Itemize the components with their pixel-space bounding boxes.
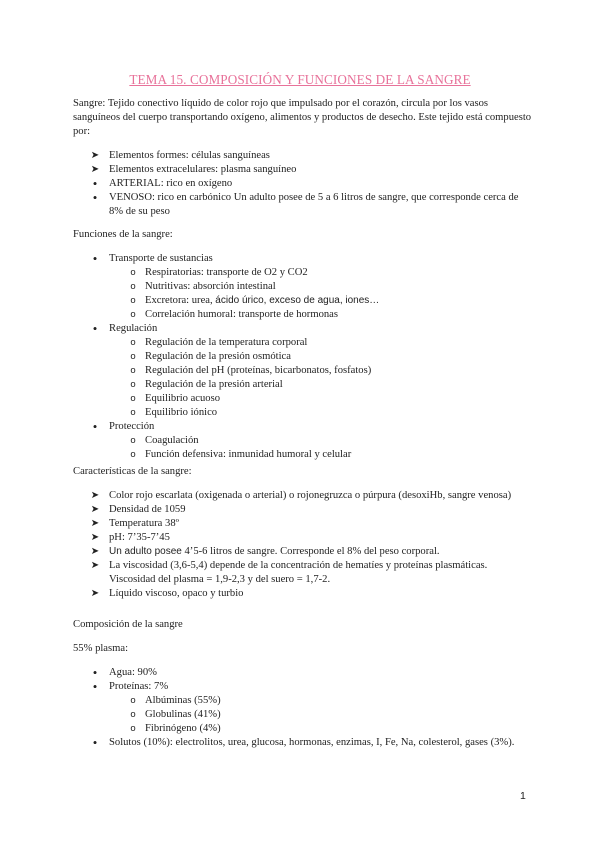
sub-list-item: o Correlación humoral: transporte de hormonas: [73, 308, 533, 322]
circle-bullet-icon: o: [130, 449, 136, 460]
sub-list-item: o Equilibrio iónico: [73, 406, 533, 420]
list-item: ➤ Temperatura 38º: [73, 517, 533, 531]
caracteristicas-section: [73, 465, 533, 601]
sub-list-item: o Coagulación: [73, 434, 533, 448]
list-item: ➤ Elementos formes: células sanguíneas: [73, 149, 533, 163]
sub-list-item: o Albúminas (55%): [73, 694, 533, 708]
circle-bullet-icon: o: [130, 351, 136, 362]
sub-list-item: o Regulación de la presión osmótica: [73, 350, 533, 364]
composition-list: [73, 149, 533, 219]
plasma-heading: 55% plasma:: [73, 643, 129, 654]
circle-bullet-icon: o: [130, 295, 136, 306]
arrow-bullet-icon: ➤: [90, 150, 100, 161]
caracteristicas-heading: Características de la sangre:: [73, 466, 192, 477]
circle-bullet-icon: o: [130, 435, 136, 446]
bullet-icon: •: [92, 679, 98, 694]
sub-list-item: o Regulación del pH (proteínas, bicarbonatos, fosfatos): [73, 364, 533, 378]
list-item: ➤ Densidad de 1059: [73, 503, 533, 517]
arrow-bullet-icon: ➤: [90, 518, 100, 529]
arrow-bullet-icon: ➤: [90, 560, 100, 571]
list-item: ➤ Un adulto posee 4’5-6 litros de sangre. Corresponde el 8% del peso corporal.: [73, 545, 533, 559]
composicion-heading: Composición de la sangre: [73, 619, 183, 630]
circle-bullet-icon: o: [130, 723, 136, 734]
bullet-icon: •: [92, 251, 98, 266]
list-item: • VENOSO: rico en carbónico Un adulto posee de 5 a 6 litros de sangre, que corresponde cerca de 8% de su peso: [73, 191, 533, 219]
list-item: • Transporte de sustancias: [73, 252, 533, 266]
sub-list-item: o Globulinas (41%): [73, 708, 533, 722]
circle-bullet-icon: o: [130, 393, 136, 404]
arrow-bullet-icon: ➤: [90, 532, 100, 543]
bullet-icon: •: [92, 665, 98, 680]
page-number: 1: [520, 790, 526, 802]
bullet-icon: •: [92, 735, 98, 750]
list-item: • ARTERIAL: rico en oxígeno: [73, 177, 533, 191]
sub-list-item: o Función defensiva: inmunidad humoral y celular: [73, 448, 533, 462]
caracteristicas-list: [73, 489, 533, 601]
sub-list-item: o Regulación de la temperatura corporal: [73, 336, 533, 350]
arrow-bullet-icon: ➤: [90, 490, 100, 501]
list-item: • Solutos (10%): electrolitos, urea, glucosa, hormonas, enzimas, I, Fe, Na, colesterol, gases (3%).: [73, 736, 533, 750]
circle-bullet-icon: o: [130, 365, 136, 376]
list-item: ➤ Elementos extracelulares: plasma sanguíneo: [73, 163, 533, 177]
circle-bullet-icon: o: [130, 267, 136, 278]
bullet-icon: •: [92, 190, 98, 205]
arrow-bullet-icon: ➤: [90, 546, 100, 557]
intro-section: [73, 97, 533, 219]
bullet-icon: •: [92, 176, 98, 191]
circle-bullet-icon: o: [130, 407, 136, 418]
list-item: • Protección: [73, 420, 533, 434]
arrow-bullet-icon: ➤: [90, 164, 100, 175]
list-item: • Proteínas: 7%: [73, 680, 533, 694]
bullet-icon: •: [92, 321, 98, 336]
funciones-heading: Funciones de la sangre:: [73, 229, 173, 240]
circle-bullet-icon: o: [130, 281, 136, 292]
sub-list-item: o Nutritivas: absorción intestinal: [73, 280, 533, 294]
sub-list-item: o Equilibrio acuoso: [73, 392, 533, 406]
circle-bullet-icon: o: [130, 709, 136, 720]
funciones-list: [73, 252, 533, 462]
circle-bullet-icon: o: [130, 379, 136, 390]
arrow-bullet-icon: ➤: [90, 504, 100, 515]
bullet-icon: •: [92, 419, 98, 434]
list-item: • Regulación: [73, 322, 533, 336]
composicion-section: [73, 618, 533, 750]
list-item: ➤ Líquido viscoso, opaco y turbio: [73, 587, 533, 601]
page-title: TEMA 15. COMPOSICIÓN Y FUNCIONES DE LA SANGRE: [129, 72, 471, 87]
funciones-section: [73, 228, 533, 462]
circle-bullet-icon: o: [130, 309, 136, 320]
sub-list-item: o Excretora: urea, ácido úrico, exceso de agua, iones…: [73, 294, 533, 308]
sub-list-item: o Fibrinógeno (4%): [73, 722, 533, 736]
list-item: ➤ La viscosidad (3,6-5,4) depende de la concentración de hematíes y proteínas plasmáticas. Viscosidad del plasma = 1,9-2,3 y del suero = 1,7-2.: [73, 559, 533, 587]
list-item: ➤ pH: 7’35-7’45: [73, 531, 533, 545]
plasma-list: [73, 666, 533, 750]
circle-bullet-icon: o: [130, 337, 136, 348]
list-item: ➤ Color rojo escarlata (oxigenada o arterial) o rojonegruzca o púrpura (desoxiHb, sangre venosa): [73, 489, 533, 503]
arrow-bullet-icon: ➤: [90, 588, 100, 599]
list-item: • Agua: 90%: [73, 666, 533, 680]
circle-bullet-icon: o: [130, 695, 136, 706]
sub-list-item: o Regulación de la presión arterial: [73, 378, 533, 392]
sub-list-item: o Respiratorias: transporte de O2 y CO2: [73, 266, 533, 280]
intro-paragraph: Sangre: Tejido conectivo líquido de color rojo que impulsado por el corazón, circula por los vasos sanguíneos del cuerpo transportando oxígeno, alimentos y productos de desecho. Este tejido está compuesto por:: [73, 98, 532, 137]
